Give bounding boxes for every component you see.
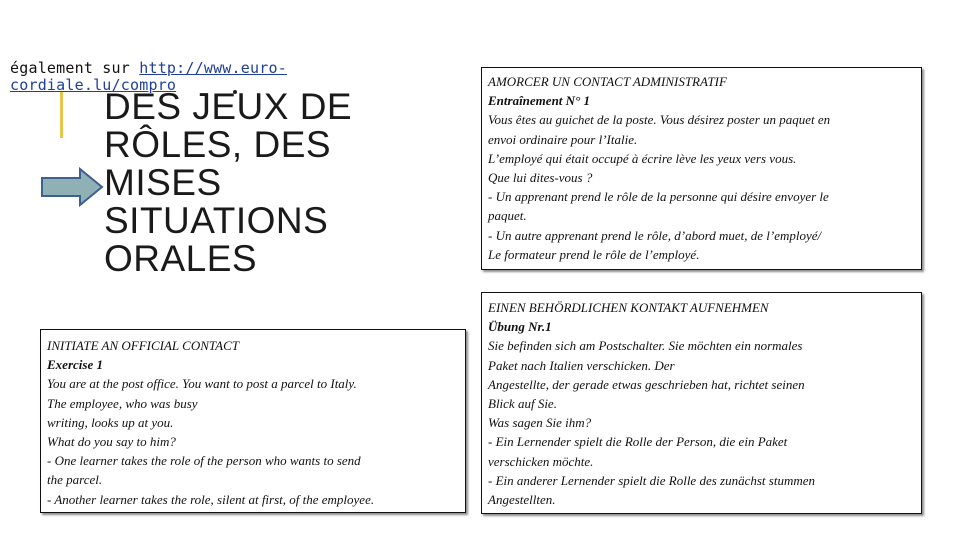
box-text-line: L’employé qui était occupé à écrire lève les yeux vers vous. <box>488 150 797 166</box>
source-link-note <box>10 60 410 94</box>
box-text-line: paquet. <box>488 208 527 224</box>
box-text-line: envoi ordinaire pour l’Italie. <box>488 131 638 147</box>
source-link-line1: http://www.euro- <box>139 59 287 77</box>
box-text-line: verschicken möchte. <box>488 453 594 469</box>
box-text-line: You are at the post office. You want to post a parcel to Italy. <box>47 376 357 392</box>
box-text-line: Angestellte, der gerade etwas geschrieben hat, richtet seinen <box>488 376 805 392</box>
source-link-prefix: également sur <box>10 59 140 77</box>
box-text-line: Was sagen Sie ihm? <box>488 415 592 431</box>
box-subtitle: Übung Nr.1 <box>488 319 552 335</box>
german-exercise-box <box>481 292 922 514</box>
heading-line: MISES <box>104 162 222 203</box>
box-text-line: Blick auf Sie. <box>488 396 557 412</box>
source-link-line2: cordiale.lu/compro <box>10 76 177 94</box>
box-text-line: The employee, who was busy <box>47 395 198 411</box>
box-text-line: - Ein Lernender spielt die Rolle der Person, die ein Paket <box>488 434 788 450</box>
box-text-line: Paket nach Italien verschicken. Der <box>488 357 675 373</box>
box-text-line: - One learner takes the role of the person who wants to send <box>47 453 361 469</box>
box-text-line: What do you say to him? <box>47 434 176 450</box>
french-exercise-box <box>481 67 922 270</box>
accent-line <box>60 92 63 138</box>
slide-heading <box>104 88 404 278</box>
box-text-line: - Another learner takes the role, silent at first, of the employee. <box>47 491 375 507</box>
arrow-shape <box>42 169 102 205</box>
box-text-line: - Un apprenant prend le rôle de la personne qui désire envoyer le <box>488 189 829 205</box>
right-arrow-icon <box>40 166 104 208</box>
box-subtitle: Entraînement N° 1 <box>488 93 590 109</box>
box-text-line: - Un autre apprenant prend le rôle, d’abord muet, de l’employé/ <box>488 227 822 243</box>
box-text-line: Sie befinden sich am Postschalter. Sie möchten ein normales <box>488 338 803 354</box>
box-title: INITIATE AN OFFICIAL CONTACT <box>47 338 240 353</box>
box-text-line: Vous êtes au guichet de la poste. Vous désirez poster un paquet en <box>488 112 831 128</box>
box-text-line: Angestellten. <box>488 492 556 508</box>
box-text-line: writing, looks up at you. <box>47 414 174 430</box>
heading-line: ORALES <box>104 238 258 279</box>
heading-line: DES JEUX DE <box>104 86 353 127</box>
box-text-line: Le formateur prend le rôle de l’employé. <box>488 246 700 262</box>
box-text-line: - Ein anderer Lernender spielt die Rolle des zunächst stummen <box>488 472 815 488</box>
box-subtitle: Exercise 1 <box>47 357 103 373</box>
box-title: AMORCER UN CONTACT ADMINISTRATIF <box>488 74 727 89</box>
box-text-line: Que lui dites-vous ? <box>488 170 593 186</box>
box-text-line: the parcel. <box>47 472 103 488</box>
box-title: EINEN BEHÖRDLICHEN KONTAKT AUFNEHMEN <box>488 300 769 315</box>
english-exercise-box <box>40 329 466 513</box>
heading-line: SITUATIONS <box>104 200 329 241</box>
heading-line: RÔLES, DES <box>104 124 332 165</box>
